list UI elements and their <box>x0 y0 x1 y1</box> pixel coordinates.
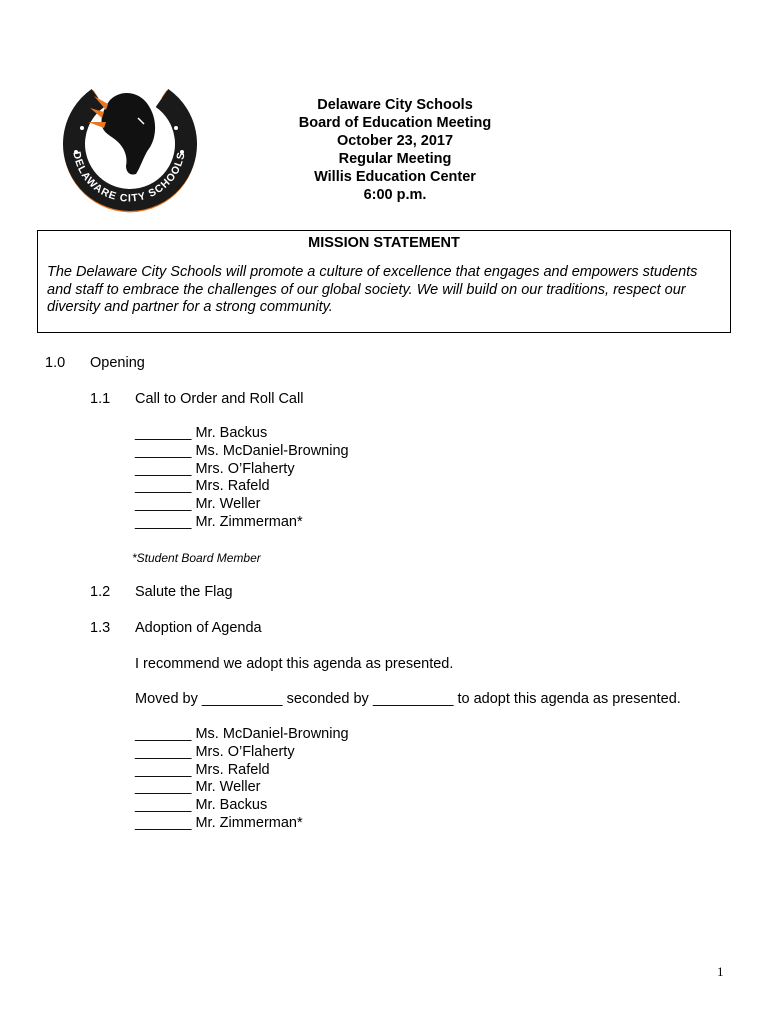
roll-call-list <box>135 425 349 532</box>
recommendation-text: I recommend we adopt this agenda as presented. <box>135 656 454 672</box>
list-item: _______ Ms. McDaniel-Browning <box>135 726 349 742</box>
list-item: _______ Ms. McDaniel-Browning <box>135 442 349 459</box>
item-title: Adoption of Agenda <box>135 620 262 636</box>
header-line: Regular Meeting <box>338 151 452 167</box>
motion-text: Moved by __________ seconded by __________ to adopt this agenda as presented. <box>135 691 681 707</box>
meeting-header <box>240 96 550 204</box>
section-title: Opening <box>90 355 145 371</box>
section-number: 1.0 <box>45 355 66 371</box>
item-title: Call to Order and Roll Call <box>135 391 304 407</box>
svg-text:DELAWARE CITY SCHOOLS: DELAWARE CITY SCHOOLS <box>70 150 188 205</box>
item-title: Salute the Flag <box>135 584 233 600</box>
school-logo <box>60 78 198 214</box>
list-item: _______ Mrs. Rafeld <box>135 761 270 778</box>
header-line: Willis Education Center <box>314 169 476 185</box>
list-item: _______ Mr. Backus <box>135 797 268 814</box>
item-number: 1.1 <box>90 391 111 407</box>
vote-list <box>135 726 349 833</box>
student-member-note: *Student Board Member <box>132 551 261 565</box>
page-number: 1 <box>717 964 724 979</box>
list-item: _______ Mr. Weller <box>135 779 261 796</box>
list-item: _______ Mrs. O’Flaherty <box>135 460 295 477</box>
header-line: October 23, 2017 <box>336 133 454 149</box>
header-line: Delaware City Schools <box>317 97 473 113</box>
list-item: _______ Mrs. Rafeld <box>135 478 270 495</box>
list-item: _______ Mr. Weller <box>135 496 261 513</box>
list-item: _______ Mrs. O’Flaherty <box>135 743 295 760</box>
item-number: 1.3 <box>90 620 111 636</box>
mission-text: The Delaware City Schools will promote a culture of excellence that engages and empowers students and staff to embrace the challenges of our global society. We will build on our traditions, respect our diversity and partner for a strong community. <box>47 264 698 315</box>
item-number: 1.2 <box>90 584 111 600</box>
header-line: Board of Education Meeting <box>298 115 492 131</box>
header-line: 6:00 p.m. <box>363 187 427 203</box>
mission-statement-box <box>37 230 731 333</box>
list-item: _______ Mr. Zimmerman* <box>135 814 303 831</box>
list-item: _______ Mr. Zimmerman* <box>135 513 303 530</box>
list-item: _______ Mr. Backus <box>135 425 268 441</box>
mission-title: MISSION STATEMENT <box>308 235 460 251</box>
